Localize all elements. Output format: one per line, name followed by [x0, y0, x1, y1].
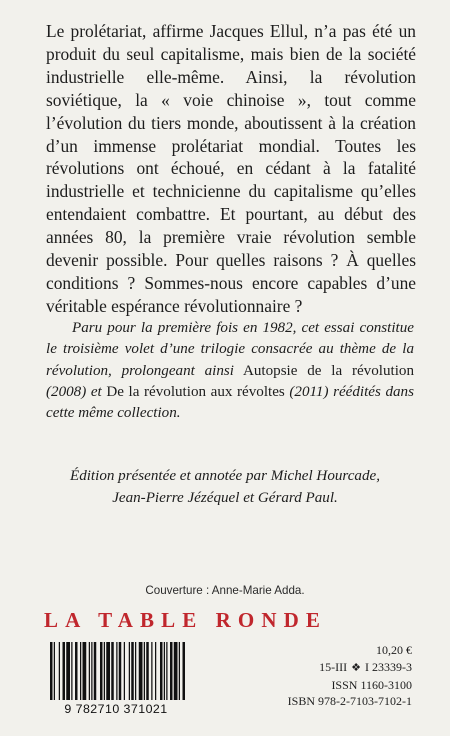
- barcode-bar: [139, 642, 143, 700]
- barcode-bar: [89, 642, 90, 700]
- barcode-bar: [83, 642, 87, 700]
- note-part-2: (2008) et: [46, 383, 102, 400]
- book-title-autopsie: Autopsie de la révolution: [242, 362, 414, 379]
- barcode-bar: [106, 642, 110, 700]
- barcode-bar: [124, 642, 125, 700]
- barcode-bar: [75, 642, 78, 700]
- barcode-bar: [63, 642, 66, 700]
- price-block: [288, 642, 412, 710]
- barcode-bar: [80, 642, 81, 700]
- edition-credits: [0, 465, 450, 509]
- code-suffix: I 23339-3: [365, 659, 412, 674]
- isbn: ISBN 978-2-7103-7102-1: [287, 694, 412, 709]
- barcode-bar: [151, 642, 152, 700]
- barcode-bar: [59, 642, 60, 700]
- barcode-bar: [50, 642, 53, 700]
- barcode: [42, 642, 190, 726]
- edition-line-2: Jean-Pierre Jézéquel et Gérard Paul.: [112, 490, 338, 506]
- cover-credit: Couverture : Anne-Marie Adda.: [145, 584, 305, 597]
- barcode-bar: [111, 642, 114, 700]
- barcode-bar: [144, 642, 145, 700]
- catalogue-symbol-icon: ❖: [351, 661, 361, 674]
- publisher-name: LA TABLE RONDE: [44, 608, 328, 632]
- note-part-1: Paru pour la première fois en 1982, cet essai constitue le troisième volet d’une trilogie consacrée au thème de la révolution, prolongeant ainsi: [46, 320, 414, 379]
- barcode-bar: [179, 642, 180, 700]
- edition-line-1: Édition présentée et annotée par Michel Hourcade,: [69, 468, 381, 484]
- barcode-bar: [94, 642, 97, 700]
- barcode-bar: [146, 642, 149, 700]
- barcode-bar: [166, 642, 167, 700]
- barcode-bar: [119, 642, 122, 700]
- price: 10,20 €: [376, 643, 412, 657]
- barcode-bar: [131, 642, 134, 700]
- barcode-bar: [54, 642, 55, 700]
- note-part-3: (2011) réédités dans cette même collection.: [46, 383, 414, 422]
- barcode-bar: [104, 642, 105, 700]
- barcode-bar: [183, 642, 186, 700]
- issn: ISSN 1160-3100: [331, 677, 412, 692]
- catalogue-code: [288, 659, 412, 677]
- barcode-bar: [135, 642, 136, 700]
- barcode-bar: [91, 642, 92, 700]
- barcode-bar: [164, 642, 165, 700]
- code-prefix: 15-III: [319, 659, 348, 674]
- barcode-bar: [66, 642, 70, 700]
- publication-note: [46, 318, 414, 424]
- barcode-bar: [100, 642, 103, 700]
- barcode-bar: [170, 642, 173, 700]
- barcode-bar: [116, 642, 117, 700]
- barcode-digits: 9 782710 371021: [64, 702, 168, 716]
- back-cover-summary: Le prolétariat, affirme Jacques Ellul, n’a pas été un produit du seul capitalisme, mais bien de la société industrielle elle-même. Ainsi, la révolution soviétique, la « voie chinoise », tout comme l’évolution du tiers monde, aboutissent à la création d’un immense prolétariat mondial. Toutes les révolutions ont échoué, en cédant à la fatalité industrielle et technicienne du capitalisme qu’elles entendaient combattre. Et pourtant, au début des années 80, la première vraie révolution semble devenir possible. Pour quelles raisons ? À quelles conditions ? Sommes-nous encore capables d’une véritable espérance révolutionnaire ?: [46, 21, 416, 316]
- barcode-bar: [71, 642, 72, 700]
- barcode-bar: [160, 642, 163, 700]
- book-title-revoltes: De la révolution aux révoltes: [106, 383, 285, 400]
- barcode-bar: [174, 642, 178, 700]
- barcode-bars: [42, 642, 190, 704]
- barcode-bar: [155, 642, 156, 700]
- barcode-bar: [129, 642, 130, 700]
